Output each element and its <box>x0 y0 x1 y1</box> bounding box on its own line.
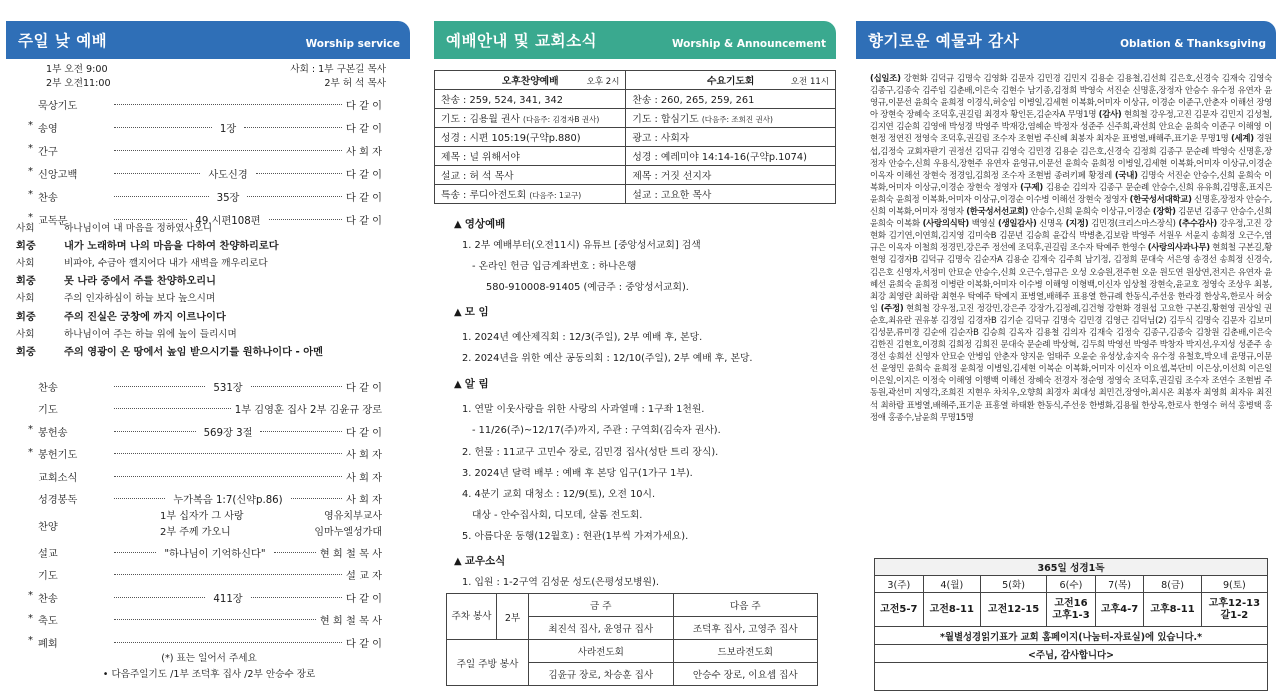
notice-item-3: 2. 헌물 : 11교구 고민수 장로, 김민경 집사(성탄 트리 장식). <box>462 447 719 458</box>
notice-item-5: 4. 4분기 교회 대청소 : 12/9(토), 오전 10시. <box>462 489 656 500</box>
order-name: 성경봉독 <box>38 495 78 506</box>
order-name: 찬송 <box>38 593 58 605</box>
order-row <box>28 163 382 183</box>
responsive-line <box>16 324 237 341</box>
offering-names: 김민경(크리스마스장식) <box>1091 218 1176 229</box>
responsive-text: 못 나라 중에서 주를 찬양하오리니 <box>64 276 216 288</box>
standing-mark: * <box>28 635 33 646</box>
order-name: 설교 <box>38 548 58 560</box>
offering-category: (한국성서대학교) <box>1129 193 1192 204</box>
order-name: 기도 <box>38 405 58 416</box>
order-name: 봉헌송 <box>38 427 68 439</box>
bible-reading <box>923 593 980 627</box>
dotted-leader <box>114 127 212 128</box>
standing-note: (*) 표는 일어서 주세요 <box>161 653 257 664</box>
responsive-text: 주의 진실은 궁창에 까지 이르나이다 <box>64 311 226 323</box>
dotted-leader <box>114 619 316 620</box>
notice-item-2: - 11/26(주)~12/17(주)까지, 주관 : 구역회(김숙자 권사). <box>472 425 721 436</box>
time-2: 2부 오전11:00 <box>46 78 111 89</box>
offering-category: (한국성서선교회) <box>966 206 1029 217</box>
offering-category: (추수감사) <box>1178 218 1217 229</box>
order-name: 묵상기도 <box>38 100 78 112</box>
presider-2: 2부 허 석 목사 <box>324 78 386 89</box>
responsive-speaker: 회중 <box>16 240 36 252</box>
afternoon-text: 설교 : 허 석 목사 <box>441 171 514 182</box>
offering-category: (생일감사) <box>998 218 1037 229</box>
offering-category: (사랑의사과나무) <box>1147 242 1210 253</box>
order-leader: 사 회 자 <box>346 495 382 506</box>
order-name: 간구 <box>38 146 58 158</box>
dotted-leader <box>274 552 316 553</box>
presider-1: 사회 : 1부 구본길 목사 <box>290 64 386 75</box>
standing-mark: * <box>28 120 33 131</box>
order-leader: 다 같 이 <box>346 593 383 605</box>
wednesday-row <box>626 90 836 109</box>
afternoon-text: 제목 : 널 위해서야 <box>441 152 520 163</box>
order-row <box>38 489 382 509</box>
order-name: 찬송 <box>38 382 58 394</box>
dotted-leader <box>114 642 342 643</box>
dotted-leader <box>114 386 205 387</box>
afternoon-text: 기도 : 김용월 권사 <box>441 114 520 125</box>
offering-category: (장학) <box>1152 206 1176 217</box>
responsive-line <box>16 218 212 235</box>
order-leader: 다 같 이 <box>346 638 382 650</box>
order-name: 교회소식 <box>38 472 78 484</box>
order-leader: 1부 김영훈 집사 2부 김윤규 장로 <box>234 405 382 416</box>
responsive-text: 하나님이여 내 마음을 정하였사오니 <box>64 222 213 234</box>
time-1: 1부 오전 9:00 <box>46 64 108 75</box>
bible-day: 6(수) <box>1047 576 1096 593</box>
section-notice: ▲ 알 림 <box>454 378 489 390</box>
bible-day: 3(주) <box>875 576 924 593</box>
notice-item-1: 1. 연말 이웃사랑을 위한 사랑의 사과열매 : 1구좌 1천원. <box>462 404 705 415</box>
order-detail: 49.시편108편 <box>195 215 261 227</box>
order-row <box>28 632 382 652</box>
order-row <box>38 376 382 396</box>
wednesday-row <box>626 185 836 204</box>
reading-line: 고전12-15 <box>987 603 1040 615</box>
order-detail: 35장 <box>216 192 240 204</box>
wednesday-service-head: 수요기도회 오전 11시 <box>626 71 836 90</box>
afternoon-text: 찬송 : 259, 524, 341, 342 <box>441 95 563 106</box>
offering-category: (구제) <box>1020 181 1043 192</box>
dotted-leader <box>114 552 156 553</box>
responsive-speaker: 사회 <box>16 328 35 340</box>
order-name: 봉헌기도 <box>38 450 78 461</box>
offering-header <box>856 21 1276 59</box>
anthem-2: 2부 주께 가오니 <box>160 527 231 538</box>
order-row <box>28 610 382 630</box>
worship-header <box>6 21 410 59</box>
order-row <box>38 466 382 486</box>
order-detail: 1장 <box>219 123 237 135</box>
responsive-speaker: 사회 <box>16 222 35 234</box>
afternoon-row <box>435 109 626 128</box>
order-leader: 사 회 자 <box>346 146 382 158</box>
dotted-leader <box>247 196 342 197</box>
bible-day: 9(토) <box>1201 576 1267 593</box>
bible-title: 365일 성경1독 <box>875 559 1268 576</box>
wednesday-text: 기도 : 합심기도 <box>632 114 699 125</box>
responsive-speaker: 회중 <box>16 311 36 323</box>
bible-reading <box>980 593 1046 627</box>
responsive-line <box>16 253 268 270</box>
order-name: 찬송 <box>38 192 58 204</box>
afternoon-row <box>435 166 626 185</box>
bible-reading <box>1047 593 1096 627</box>
offering-names: 현희철 구본길,황현영 김경자B 김덕규 김명숙 김순자A 김용순 김재숙 김주희 남기정, 김정희 문대숙 서은영 송경선 송희정 신경숙,김은호 신영자,서정미 안묘순 안승수,신희 오근수,염규은 오성 오승원,전주현 오운 원도연 원상연,전지은 유연자 윤혜선 윤희숙 윤희정 이병란 이복화,어미자 이수병 이해영 이형백,이신자 임상철 장현숙,윤교호 정영숙 조상우 최봉,최강 최영란 최하람 최현우 탁예주 탁예지 표병열,배해주 표용열 한규례 한동식,주선웅 한라경 한상옥,한로사 허숭임 <box>870 242 1272 313</box>
afternoon-text: 성경 : 시편 105:19(구약p.880) <box>441 133 581 144</box>
wednesday-text: 찬송 : 260, 265, 259, 261 <box>632 95 755 106</box>
order-detail: 411장 <box>213 593 243 605</box>
kitchen-label: 주일 주방 봉사 <box>447 640 529 686</box>
announce-header <box>434 21 836 59</box>
order-detail: 531장 <box>213 382 243 394</box>
kitchen-next-head: 드보라전도회 <box>673 640 818 663</box>
reading-line: 갈1-2 <box>1220 609 1249 621</box>
order-row <box>38 399 382 419</box>
anthem-row <box>38 508 382 542</box>
order-row <box>28 140 382 160</box>
section-members: ▲ 교우소식 <box>454 555 506 567</box>
offering-title: 향기로운 예물과 감사 <box>868 32 1020 50</box>
afternoon-service-head: 오후찬양예배 오후 2시 <box>435 71 626 90</box>
responsive-text: 비파야, 수금아 깰지어다 내가 새벽을 깨우리로다 <box>64 257 268 269</box>
order-row <box>38 542 382 562</box>
service-times <box>46 63 386 91</box>
order-detail: "하나님이 기억하신다" <box>164 548 266 560</box>
wednesday-text: 성경 : 예레미야 14:14-16(구약p.1074) <box>632 152 807 163</box>
order-leader: 다 같 이 <box>346 123 383 135</box>
order-leader: 사 회 자 <box>346 472 382 484</box>
order-row <box>38 565 382 585</box>
order-row <box>28 444 382 464</box>
dotted-leader <box>114 431 196 432</box>
responsive-speaker: 회중 <box>16 346 36 358</box>
offering-names: 김문년 김종구 안승수,신희 윤희숙 이복화 <box>870 206 1272 229</box>
offering-names: 경원섭,김정숙 교회자판기 권정선 김덕규 김영숙 김민경 김용순 김은호,신경숙 김정희 김종구 문순례 박영숙 신명훈,장정자 안승수,신희 우용식,장현주 유연자 윤영규,이문선 윤희숙 윤희정 이병일,김세현 이복화,어미자 이상규,이경순 이옥자 이해선 장현숙 정경임,김희정 조수자 조현범 종려키페 황정레 <box>870 133 1272 180</box>
offering-names: 신명훈,장정자 안승수,신희 이복화,어미자 정영자 <box>870 193 1272 217</box>
offering-title-en: Oblation & Thanksgiving <box>1120 38 1266 50</box>
responsive-line <box>16 342 323 359</box>
bible-note: *월별성경읽기표가 교회 홈페이지(나눔터-자료실)에 있습니다.* <box>875 627 1268 645</box>
bible-day: 5(화) <box>980 576 1046 593</box>
meeting-item-2: 2. 2024년을 위한 예산 공동의회 : 12/10(주일), 2부 예배 후, 본당. <box>462 353 753 364</box>
bible-reading-table <box>874 558 1268 691</box>
wednesday-text: 제목 : 거짓 선지자 <box>632 171 712 182</box>
order-row <box>28 186 382 206</box>
standing-mark: * <box>28 612 33 624</box>
order-leader: 다 같 이 <box>346 192 382 204</box>
announce-panel <box>428 0 842 691</box>
afternoon-row <box>435 147 626 166</box>
kitchen-next-week: 안승수 장로, 이요셉 집사 <box>673 663 818 686</box>
offering-category: (지정) <box>1065 218 1089 229</box>
thanks-note: <주님, 감사합니다> <box>875 645 1268 663</box>
next-prayer: • 다음주일기도 /1부 조덕후 집사 /2부 안승수 장로 <box>102 669 316 680</box>
worship-title: 주일 낮 예배 <box>18 32 108 50</box>
order-name: 폐회 <box>38 638 58 650</box>
offering-names: 강현화 김덕규 김명숙 김영화 김문자 김민경 김민지 김용순 김용철,김선희 김은호,신경숙 김재숙 김영숙 김종구,김종숙 김주임 김춘배,이은숙 김현수 남기종,김정희 박영숙 서진순 신명훈,장정자 안승수 유수정 유연자 윤영규,이문선 윤희숙 윤희정 이경식,허숭임 이병일,김세현 이복화,어미자 이상규, 이경순 이준구,안춘자 이해선 장영아 장현숙 장혜숙 조덕후,권길림 최경자 황인돈,김순자A 무명1명 <box>870 73 1272 120</box>
wednesday-row <box>626 166 836 185</box>
dotted-leader <box>256 173 342 174</box>
dotted-leader <box>114 597 205 598</box>
dotted-leader <box>114 498 165 499</box>
standing-mark: * <box>28 590 33 601</box>
offering-panel <box>852 0 1278 691</box>
responsive-text: 하나님이여 주는 하늘 위에 높이 들리시며 <box>64 328 237 340</box>
dotted-leader <box>244 127 342 128</box>
bible-reading <box>875 593 924 627</box>
section-meeting: ▲ 모 임 <box>454 306 489 318</box>
afternoon-text: 특송 : 루디아전도회 <box>441 190 527 201</box>
reading-line: 고후1-3 <box>1052 609 1090 621</box>
order-detail: 사도신경 <box>208 169 248 181</box>
order-leader: 설 교 자 <box>346 571 382 582</box>
reading-line: 고후8-11 <box>1150 603 1195 615</box>
dotted-leader <box>251 386 342 387</box>
parking-part: 2부 <box>497 594 529 640</box>
video-item-3: 580-910008-91405 (예금주 : 중앙성서교회). <box>486 282 689 293</box>
anthem-choir-1: 영유치부교사 <box>324 511 382 522</box>
announce-title: 예배안내 및 교회소식 <box>446 32 598 50</box>
dotted-leader <box>269 219 342 220</box>
dotted-leader <box>114 453 342 454</box>
afternoon-row <box>435 90 626 109</box>
parking-next-week: 조덕후 집사, 고영주 집사 <box>673 617 818 640</box>
reading-line: 고후4-7 <box>1100 603 1139 615</box>
offering-category: (국내) <box>1114 169 1138 180</box>
order-leader: 다 같 이 <box>346 382 383 394</box>
section-video: ▲ 영상예배 <box>454 218 506 230</box>
next-week-head: 다음 주 <box>673 594 818 617</box>
notice-item-4: 3. 2024년 달력 배부 : 예배 후 본당 입구(1가구 1부). <box>462 468 693 479</box>
responsive-line <box>16 271 216 288</box>
reading-line: 고전8-11 <box>929 603 974 615</box>
reading-line: 고후12-13 <box>1208 597 1261 609</box>
wednesday-next: (다음주: 조희진 권사) <box>701 115 773 124</box>
anthem-1: 1부 십자가 그 사랑 <box>160 511 244 522</box>
wednesday-row <box>626 109 836 128</box>
parking-this-week: 최진석 집사, 윤영규 집사 <box>529 617 674 640</box>
offering-names: 안승수,신희 윤희숙 이상규,이경순 <box>1030 206 1151 217</box>
offering-category: (주정) <box>880 302 904 313</box>
responsive-line <box>16 289 215 306</box>
order-row <box>28 421 383 441</box>
offering-names: 김용순 김의자 김종구 문순례 안승수,신희 유유희,김명훈,표지은 윤희숙 윤희정 이복화,어미자 이상규,이경순 이수병 이해선 장현숙 정영자 <box>870 181 1272 204</box>
order-row <box>28 117 383 137</box>
afternoon-next: (다음주: 1교구) <box>529 191 582 200</box>
duty-table <box>446 593 818 686</box>
video-item-1: 1. 2부 예배부터(오전11시) 유튜브 [중앙성서교회] 검색 <box>462 240 701 251</box>
offering-names: 김명숙 서진순 안승수,신희 윤희숙 이복화,어미자 이상규,이경순 장현숙 정영자 <box>870 169 1272 192</box>
notice-item-6: 대상 - 안수집사회, 디모데, 살롬 전도회. <box>472 510 643 521</box>
offering-category: (감사) <box>1098 109 1122 120</box>
announce-title-en: Worship & Announcement <box>671 38 826 50</box>
this-week-head: 금 주 <box>529 594 674 617</box>
wednesday-text: 광고 : 사회자 <box>632 133 690 144</box>
responsive-speaker: 회중 <box>16 276 36 288</box>
dotted-leader <box>114 173 200 174</box>
standing-mark: * <box>28 446 33 458</box>
standing-mark: * <box>28 143 33 154</box>
offering-category: (십일조) <box>870 73 901 83</box>
triangle-icon: ▲ <box>454 556 462 567</box>
afternoon-row <box>435 128 626 147</box>
bible-day: 8(금) <box>1144 576 1201 593</box>
bible-reading <box>1095 593 1144 627</box>
bible-reading <box>1144 593 1201 627</box>
bible-day: 7(목) <box>1095 576 1144 593</box>
responsive-text: 주의 영광이 온 땅에서 높임 받으시기를 원하나이다 - 아멘 <box>64 346 323 358</box>
standing-mark: * <box>28 212 33 223</box>
order-detail: 569장 3절 <box>203 427 253 439</box>
notice-item-7: 5. 아름다운 동행(12월호) : 현관(1부씩 가져가세요). <box>462 531 689 542</box>
afternoon-next: (다음주: 김경자B 권사) <box>523 115 600 124</box>
order-name: 신앙고백 <box>38 169 78 181</box>
meeting-item-1: 1. 2024년 예산제직회 : 12/3(주일), 2부 예배 후, 본당. <box>462 332 703 343</box>
order-row <box>28 587 383 607</box>
order-leader: 사 회 자 <box>346 450 382 461</box>
order-leader: 다 같 이 <box>346 169 382 181</box>
dotted-leader <box>114 476 342 477</box>
order-name: 교독문 <box>38 215 68 227</box>
afternoon-row <box>435 185 626 204</box>
kitchen-this-week: 김윤규 장로, 차승훈 집사 <box>529 663 674 686</box>
responsive-line <box>16 236 279 253</box>
order-name: 기도 <box>38 571 58 582</box>
worship-title-en: Worship service <box>305 38 400 50</box>
triangle-icon: ▲ <box>454 219 462 230</box>
dotted-leader <box>114 408 231 409</box>
order-name: 찬양 <box>38 521 58 533</box>
kitchen-this-head: 사라전도회 <box>529 640 674 663</box>
parking-label: 주차 봉사 <box>447 594 497 640</box>
empty-box <box>875 663 1268 691</box>
dotted-leader <box>114 196 209 197</box>
offering-list <box>870 72 1272 423</box>
standing-mark: * <box>28 189 33 200</box>
anthem-choir-2: 임마누엘성가대 <box>314 527 382 538</box>
responsive-line <box>16 307 226 324</box>
offering-names: 현희철 강우정,고진 김문자 김민지 김성철,김지연 김순희 김영애 박성경 박영주 박재강,염혜순 박정자 성준주 신주희,곽선희 안요순 윤희숙 이준구 이해영 이현정 정연진 정영숙 조덕후,권길림 조수자 조현범 주신혜 최봉자 최자운 표병열,배해주,표기운 무명1명 <box>870 109 1272 144</box>
responsive-speaker: 사회 <box>16 257 35 269</box>
standing-mark: * <box>28 166 33 177</box>
dotted-leader <box>251 597 342 598</box>
reading-line: 고전5-7 <box>880 603 918 615</box>
offering-category: (세계) <box>1230 133 1254 144</box>
responsive-text: 내가 노래하며 나의 마음을 다하여 찬양하리로다 <box>64 240 279 252</box>
dotted-leader <box>114 574 342 575</box>
offering-names: 신명옥 <box>1039 218 1063 229</box>
order-detail: 누가복음 1:7(신약p.86) <box>173 495 283 506</box>
standing-mark: * <box>28 424 33 435</box>
order-leader: 다 같 이 <box>346 215 383 227</box>
video-item-2: - 온라인 헌금 입금계좌번호 : 하나은행 <box>472 261 637 272</box>
wednesday-row <box>626 147 836 166</box>
bible-day: 4(월) <box>923 576 980 593</box>
order-name: 축도 <box>38 616 58 627</box>
wednesday-row <box>626 128 836 147</box>
order-row <box>38 94 382 114</box>
dotted-leader <box>260 431 342 432</box>
responsive-speaker: 사회 <box>16 293 35 305</box>
service-info-table <box>434 70 836 204</box>
members-item-1: 1. 입원 : 1-2구역 김성문 성도(은평성모병원). <box>462 577 659 588</box>
order-leader: 다 같 이 <box>346 100 382 112</box>
order-leader: 현 희 철 목 사 <box>319 616 382 627</box>
offering-names: 현희철 강우정,고진 정강민,강은주 강장가,김정례,김건형 강현화 경원섭 고요한 구본길,황현영 권상일 권순호,최유란 권유봉 김경임 김경자B 김기순 김덕규 김명숙 김민경 김영근 김덕님(2) 김두식 김명숙 김문자 김보미 김성문,류미경 김순애 김순자B 김승희 김옥자 김용철 김의자 김재숙 김정숙 김종구,김종숙 김창원 김춘배,이은숙 김한진 김현호,이경희 김희정 김희진 문대숙 문순례 박상혁, 김두희 박영선 박영주 박창자 박지선,우지성 성준주 송경선 송희선 신영자 안묘순 안병임 안춘자 양지운 엄태주 오윤순 유성상,송지숙 유수정 유철호,박오네 윤명규,이문선 윤영민 윤희숙 윤희정 윤희정 이병일,김세현 이복순 이복화,어미자 이신자 이요셉,북단비 이은상,이선희 이은일 이은일,이지은 이정숙 이해영 이행백 이해선 장혜숙 전경자 정순영 정영숙 조덕후,권길림 조수자 조연수 조현범 주동원,곽선미 지영각,조희진 지현우 차치우,오향희 최경자 최대성 최민건,장영아,최시온 최봉자 최영희 최자유 최진석 최하람 표병열,배해주,표기운 표흥열 하태환 한동식,주선웅 한병화,김용월 한상옥,한로사 한영수 허석 홍병택 홍정애 홍종수,남윤희 무명15명 <box>870 302 1273 422</box>
bible-reading <box>1201 593 1267 627</box>
responsive-text: 주의 인자하심이 하늘 보다 높으시며 <box>64 293 216 305</box>
triangle-icon: ▲ <box>454 379 462 390</box>
dotted-leader <box>291 498 342 499</box>
reading-line: 고전16 <box>1054 597 1088 609</box>
offering-category: (사랑의식탁) <box>922 218 969 229</box>
wednesday-text: 설교 : 고요한 목사 <box>632 190 712 201</box>
dotted-leader <box>114 150 342 151</box>
worship-panel <box>0 0 418 691</box>
offering-names: 백영실 <box>971 218 996 229</box>
order-name: 송영 <box>38 123 58 135</box>
dotted-leader <box>114 104 342 105</box>
order-leader: 다 같 이 <box>346 427 383 439</box>
offering-names: 강우정,고진 강현화 김기연,이연희,김지영 김미숙B 김문년 김승희 윤갑식 박병춘,김보람 박영주 서원우 서윤지 송희정 오근수,염규은 이옥자 이철희 정경민,강은주 정선예 조덕후,권길림 조수자 탁예주 한영수 <box>870 218 1272 253</box>
triangle-icon: ▲ <box>454 307 462 318</box>
order-leader: 현 희 철 목 사 <box>319 548 383 560</box>
